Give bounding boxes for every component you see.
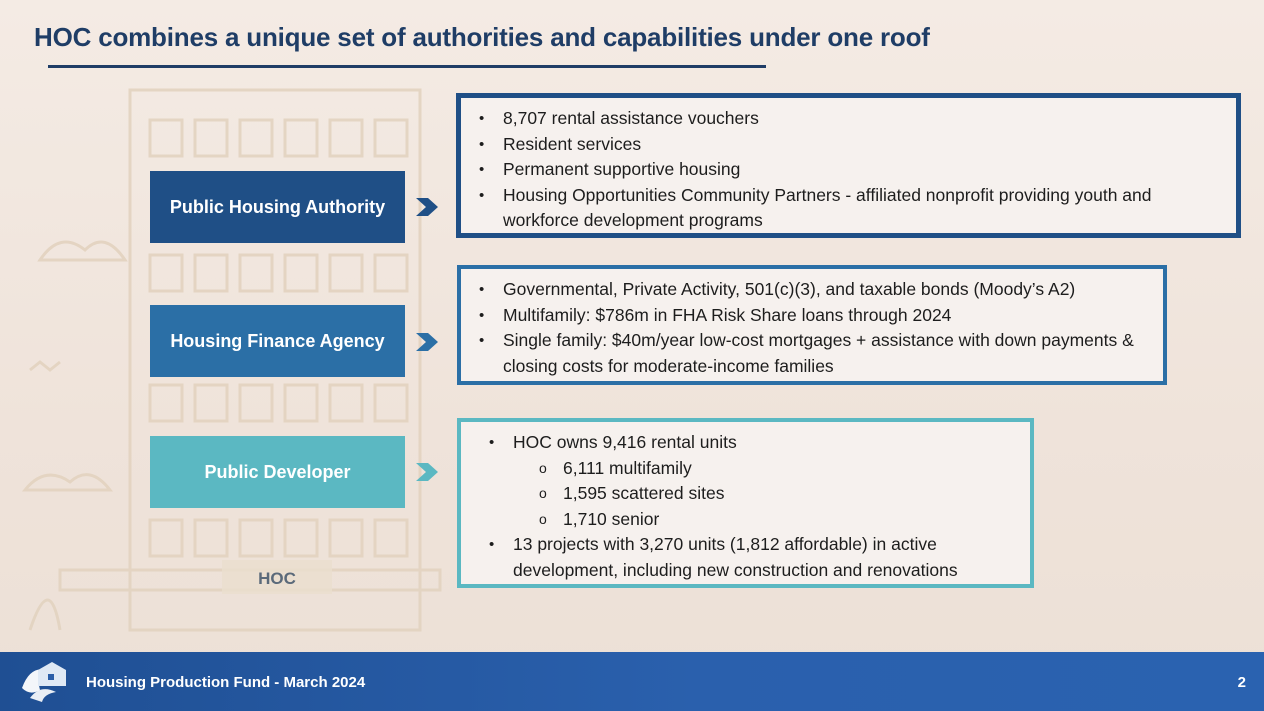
list-item-text: Single family: $40m/year low-cost mortgages + assistance with down payments & closing costs for moderate-income families [503,330,1134,376]
pha-details-box [456,93,1241,238]
bullet-icon: • [479,306,485,324]
list-item-text: Multifamily: $786m in FHA Risk Share loans through 2024 [503,304,952,325]
list-item-text: HOC owns 9,416 rental units [513,432,737,452]
list-item [477,132,1222,158]
chevron-right-icon [414,196,440,218]
bullet-icon: • [479,186,485,204]
sub-list-item [487,507,1016,533]
list-item [477,303,1149,329]
list-item-text: 13 projects with 3,270 units (1,812 affordable) in active development, including new construction and renovations [513,534,958,580]
list-item-text: Permanent supportive housing [503,159,741,179]
sub-list-item [487,481,1016,507]
hfa-bullet-list [477,277,1149,379]
bullet-icon: • [489,434,495,451]
list-item [477,277,1149,303]
list-item [477,183,1222,234]
developer-details-box [457,418,1034,588]
list-item [477,106,1222,132]
chevron-right-icon [414,331,440,353]
list-item-text: 6,111 multifamily [563,457,692,478]
house-leaf-logo-icon [16,658,72,704]
list-item-text: 1,595 scattered sites [563,483,725,503]
list-item-text: Housing Opportunities Community Partners - affiliated nonprofit providing youth and workforce development programs [503,184,1152,230]
bullet-icon: • [479,161,485,178]
label-public-developer [150,436,405,508]
list-item [487,430,1016,456]
chevron-right-icon [414,461,440,483]
bullet-icon: • [489,536,495,553]
slide-title: HOC combines a unique set of authorities and capabilities under one roof [34,22,930,52]
footer-bar [0,652,1264,711]
pha-bullet-list [477,106,1222,234]
list-item [477,157,1222,183]
hfa-details-box [457,265,1167,385]
section-label: Housing Finance Agency [170,330,385,351]
hollow-bullet-icon: o [539,459,547,476]
hollow-bullet-icon: o [539,485,547,501]
sub-list-item [487,456,1016,482]
list-item-text: 8,707 rental assistance vouchers [503,108,759,128]
label-public-housing-authority [150,171,405,243]
bullet-icon: • [479,332,485,349]
list-item [477,328,1149,379]
bullet-icon: • [479,281,485,298]
footer-text: Housing Production Fund - March 2024 [86,674,366,691]
list-item-text: Resident services [503,133,642,154]
title-underline [48,65,766,68]
list-item [487,532,1016,583]
list-item-text: Governmental, Private Activity, 501(c)(3), and taxable bonds (Moody’s A2) [503,279,1076,299]
bullet-icon: • [479,110,485,127]
section-label: Public Housing Authority [169,196,386,217]
list-item-text: 1,710 senior [563,508,660,529]
bullet-icon: • [479,135,485,153]
label-housing-finance-agency [150,305,405,377]
page-number: 2 [1237,674,1246,691]
illustration-label: HOC [258,569,296,588]
hollow-bullet-icon: o [539,510,547,527]
section-label: Public Developer [204,461,351,482]
developer-bullet-list [487,430,1016,583]
